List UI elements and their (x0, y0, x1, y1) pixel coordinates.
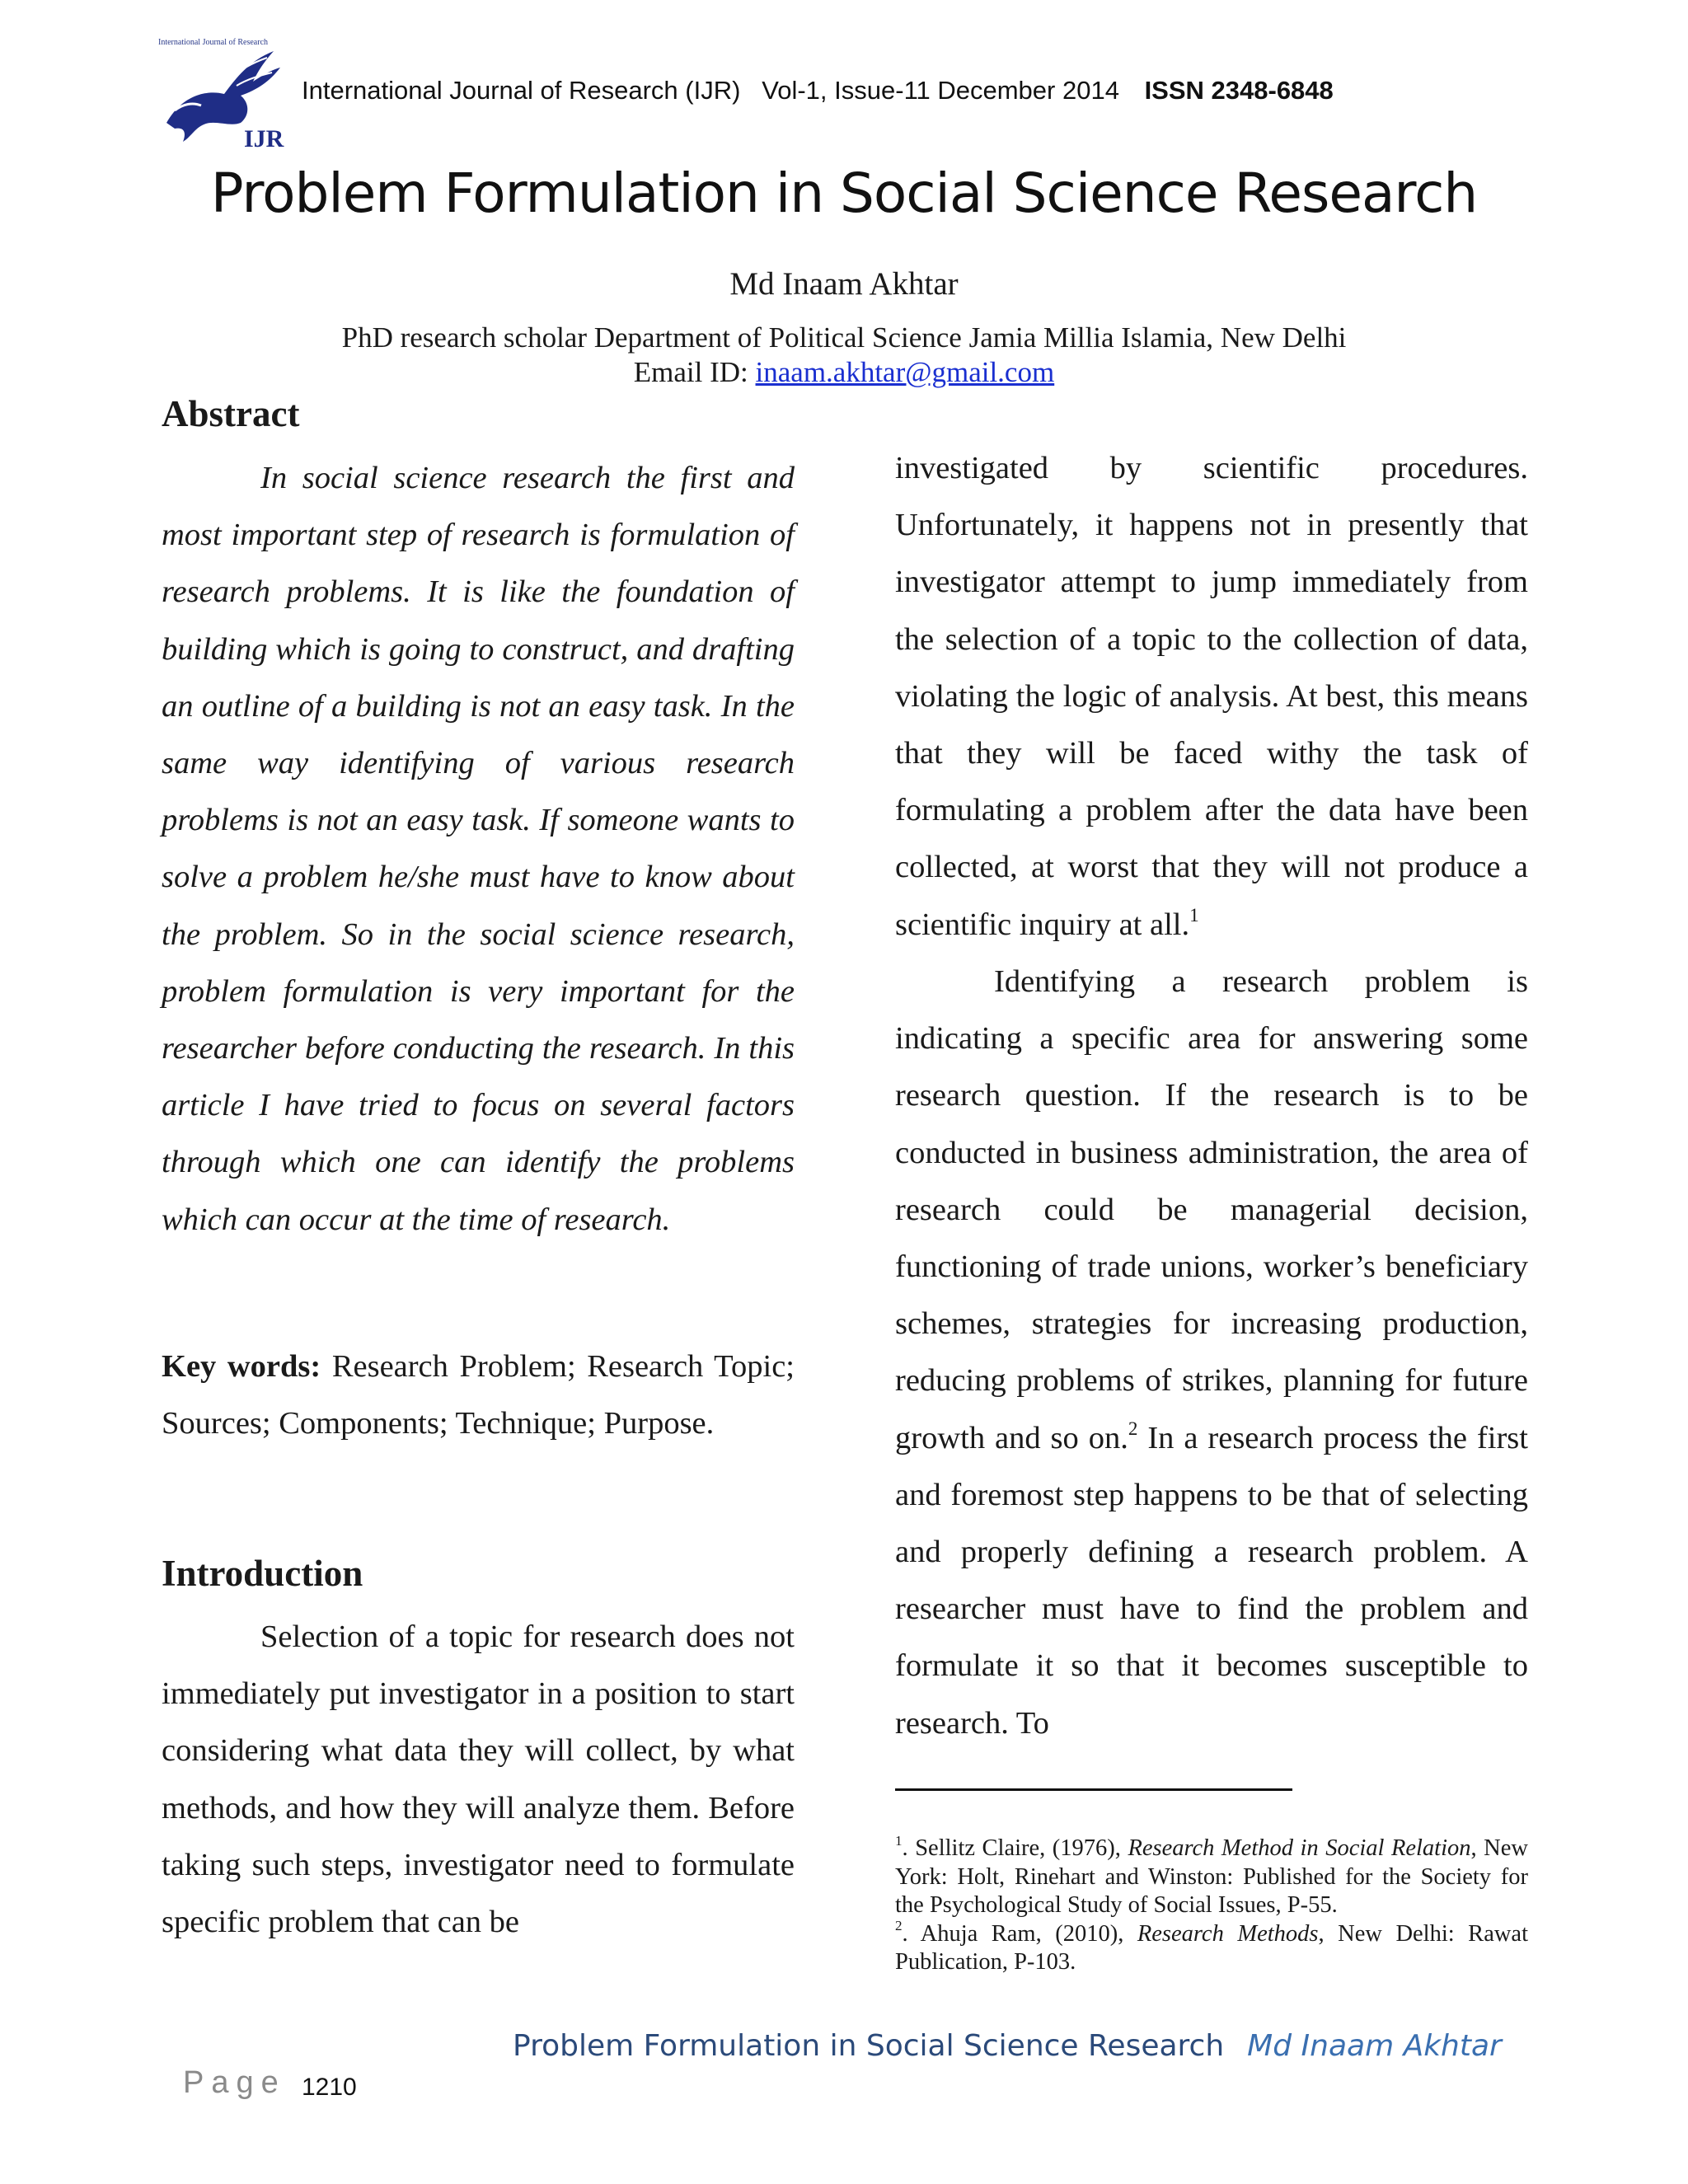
paper-title: Problem Formulation in Social Science Research (210, 162, 1478, 225)
volume-issue: Vol-1, Issue-11 December 2014 (762, 76, 1119, 105)
introduction-body-right-2 (895, 954, 1528, 1752)
page-label: Page (183, 2065, 286, 2100)
author-name: Md Inaam Akhtar (729, 266, 959, 302)
footnotes (895, 1832, 1528, 1977)
footer-author: Md Inaam Akhtar (1247, 2029, 1502, 2063)
footnote-ref-2[interactable]: 2 (1128, 1417, 1138, 1439)
footnote-text: , New York: Holt, Rinehart and Winston: Published for the Society for the Psychological Study of Social Issues, P-55. (895, 1835, 1528, 1918)
footnote-1 (895, 1832, 1528, 1920)
abstract-heading: Abstract (162, 393, 300, 434)
email-label: Email ID: (633, 356, 748, 388)
keywords-label: Key words: (162, 1349, 321, 1384)
footnote-title: Research Methods (1137, 1920, 1319, 1947)
footnote-number: 1 (895, 1832, 903, 1849)
footnote-text: . Sellitz Claire, (1976), (902, 1835, 1128, 1861)
journal-name: International Journal of Research (IJR) (302, 76, 741, 105)
page-number: 1210 (302, 2074, 357, 2101)
author-affiliation: PhD research scholar Department of Political Science Jamia Millia Islamia, New Delhi (341, 321, 1347, 354)
footnote-text: . Ahuja Ram, (2010), (902, 1920, 1137, 1947)
introduction-heading: Introduction (162, 1553, 363, 1594)
footnote-divider (895, 1788, 1292, 1791)
issn: ISSN 2348-6848 (1144, 76, 1334, 105)
intro-paragraph-continued: investigated by scientific procedures. Unfortunately, it happens not in presently that investigator attempt to jump immediately from the selection of a topic to the collection of data, violating the logic of analysis. At best, this means that they will be faced withy the task of formulating a problem after the data have been collected, at worst that they will not produce a scientific inquiry at all. (895, 451, 1528, 942)
abstract-body (162, 450, 795, 1249)
intro-paragraph-2b: In a research process the first and foremost step happens to be that of selecting and properly defining a research problem. A researcher must have to find the problem and formulate it so that it becomes susceptible to research. To (895, 1420, 1528, 1741)
introduction-body-left (162, 1609, 795, 1951)
introduction-body-right-1 (895, 440, 1528, 954)
intro-paragraph-left: Selection of a topic for research does not immediately put investigator in a position to start considering what data they will collect, by what methods, and how they will analyze them. Before taking such steps, investigator need to formulate specific problem that can be (162, 1619, 795, 1940)
author-email-line (0, 356, 1688, 389)
running-footer (513, 2029, 1502, 2063)
footnote-number: 2 (895, 1918, 903, 1933)
keywords (162, 1338, 795, 1452)
footer-title: Problem Formulation in Social Science Research (513, 2029, 1225, 2063)
logo-caption: International Journal of Research (158, 38, 269, 47)
journal-logo (158, 33, 290, 157)
logo-abbreviation: IJR (244, 125, 284, 152)
footnote-text: , New Delhi: Rawat Publication, P-103. (895, 1920, 1528, 1975)
footnote-title: Research Method in Social Relation (1128, 1835, 1471, 1861)
footnote-ref-1[interactable]: 1 (1189, 903, 1199, 926)
email-link[interactable]: inaam.akhtar@gmail.com (755, 356, 1055, 388)
keywords-text: Research Problem; Research Topic; Sources; Components; Technique; Purpose. (162, 1349, 795, 1441)
abstract-paragraph: In social science research the first and most important step of research is formulation of research problems. It is like the foundation of building which is going to construct, and drafting an outline of a building is not an easy task. In the same way identifying of various research problems is not an easy task. If someone wants to solve a problem he/she must have to know about the problem. So in the social science research, problem formulation is very important for the researcher before conducting the research. In this article I have tried to focus on several factors through which one can identify the problems which can occur at the time of research. (162, 461, 795, 1237)
journal-header-line (302, 76, 1334, 105)
intro-paragraph-2a: Identifying a research problem is indicating a specific area for answering some research question. If the research is to be conducted in business administration, the area of research could be managerial decision, functioning of trade unions, worker’s beneficiary schemes, strategies for increasing production, reducing problems of strikes, planning for future growth and so on. (895, 964, 1528, 1455)
footnote-2 (895, 1920, 1528, 1977)
